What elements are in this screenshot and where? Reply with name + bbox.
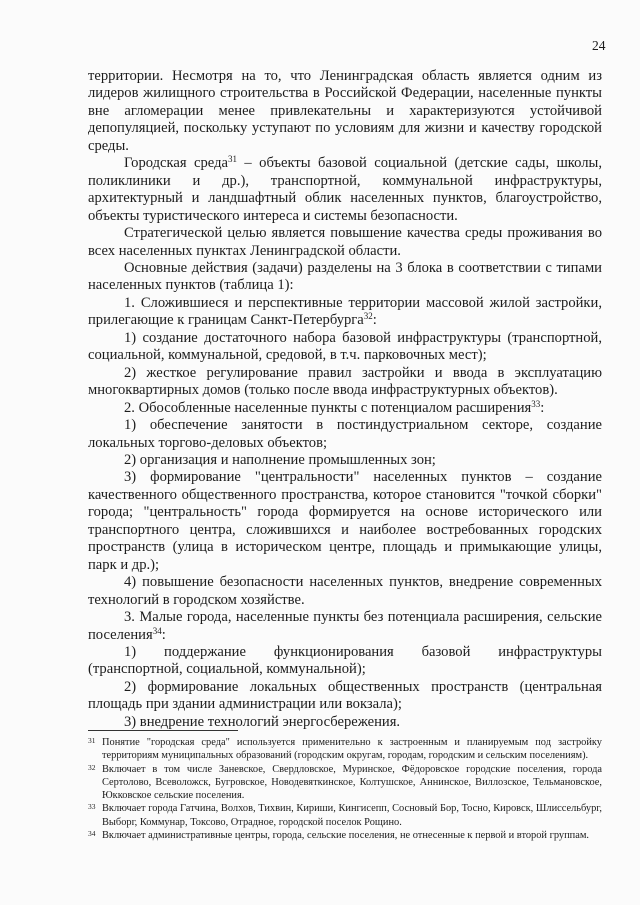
footnote-ref: 33 xyxy=(531,398,541,409)
paragraph: 1) поддержание функционирования базовой инфраструктуры (транспортной, социальной, коммунальной); xyxy=(88,643,602,678)
footnote-ref: 31 xyxy=(227,154,237,165)
paragraph: 3) формирование "центральности" населенных пунктов – создание качественного общественного пространства, которое становится "точкой сборки" города; "центральность" города формируется на основе исторического или транспортного центра, сложившихся и наиболее востребованных городских пространств (улица в историческом центре, площадь и примыкающие улицы, парк и др.); xyxy=(88,469,602,573)
footnote-ref: 32 xyxy=(363,311,373,322)
paragraph: 2) формирование локальных общественных пространств (центральная площадь при здании администрации или вокзала); xyxy=(88,678,602,713)
footnote-mark: 32 xyxy=(88,762,96,772)
footnote-separator xyxy=(88,730,238,731)
footnote: 34 Включает административные центры, города, сельские поселения, не отнесенные к первой и второй группам. xyxy=(88,829,590,842)
footnote-mark: 33 xyxy=(88,802,96,812)
footnote: 33 Включает города Гатчина, Волхов, Тихвин, Кириши, Кингисепп, Сосновый Бор, Тосно, Кировск, Шлиссельбург, Выборг, Коммунар, Токсово, Отрадное, городской поселок Рощино. xyxy=(88,802,602,828)
body-text xyxy=(88,68,602,731)
paragraph: 3. Малые города, населенные пункты без потенциала расширения, сельские поселения$^{34}$: xyxy=(88,609,602,643)
footnote: 31 Понятие "городская среда" используется применительно к застроенным и планируемым под застройку территориям муниципальных образований (городским округам, городам, городским и сельским поселениям). xyxy=(88,736,602,762)
paragraph: 1. Сложившиеся и перспективные территории массовой жилой застройки, прилегающие к границам Санкт-Петербурга$^{32}$: xyxy=(88,294,602,329)
paragraph: 2. Обособленные населенные пункты с потенциалом расширения$^{33}$: xyxy=(124,398,545,416)
footnote-mark: 31 xyxy=(88,736,96,745)
paragraph: 3) внедрение технологий энергосбережения. xyxy=(124,713,401,730)
paragraph: территории. Несмотря на то, что Ленинградская область является одним из лидеров жилищного строительства в Российской Федерации, населенные пункты вне агломерации менее привлекательны и характеризуются устойчивой депопуляцией, поскольку уступают по условиям для жизни и качеству городской среды. xyxy=(88,68,602,154)
footnote-ref: 34 xyxy=(152,625,162,636)
footnote-mark: 34 xyxy=(88,829,96,839)
footnotes xyxy=(88,736,602,843)
paragraph: Городская среда$^{31}$ – объекты базовой социальной (детские сады, школы, поликлиники и др.), транспортной, коммунальной инфраструктуры, архитектурный и ландшафтный облик населенных пунктов, благоустройство, объекты туристического интереса и системы безопасности. xyxy=(88,154,602,224)
footnote: 32 Включает в том числе Заневское, Свердловское, Муринское, Фёдоровское городские поселения, города Сертолово, Всеволожск, Бугровское, Новодевяткинское, Колтушское, Аннинское, Виллозское, Тельмановское, Юкковское сельские поселения. xyxy=(88,762,602,801)
paragraph: 4) повышение безопасности населенных пунктов, внедрение современных технологий в городском хозяйстве. xyxy=(88,574,602,608)
paragraph: Основные действия (задачи) разделены на 3 блока в соответствии с типами населенных пунктов (таблица 1): xyxy=(88,259,602,294)
paragraph: 1) создание достаточного набора базовой инфраструктуры (транспортной, социальной, коммунальной, средовой, в т.ч. парковочных мест); xyxy=(88,329,602,364)
paragraph: Стратегической целью является повышение качества среды проживания во всех населенных пунктах Ленинградской области. xyxy=(88,225,602,259)
paragraph: 2) организация и наполнение промышленных зон; xyxy=(124,451,436,468)
paragraph: 2) жесткое регулирование правил застройки и ввода в эксплуатацию многоквартирных домов (только после ввода инфраструктурных объектов). xyxy=(88,364,602,399)
page-number: 24 xyxy=(592,38,606,53)
paragraph: 1) обеспечение занятости в постиндустриальном секторе, создание локальных торгово-деловых объектов; xyxy=(88,417,602,451)
